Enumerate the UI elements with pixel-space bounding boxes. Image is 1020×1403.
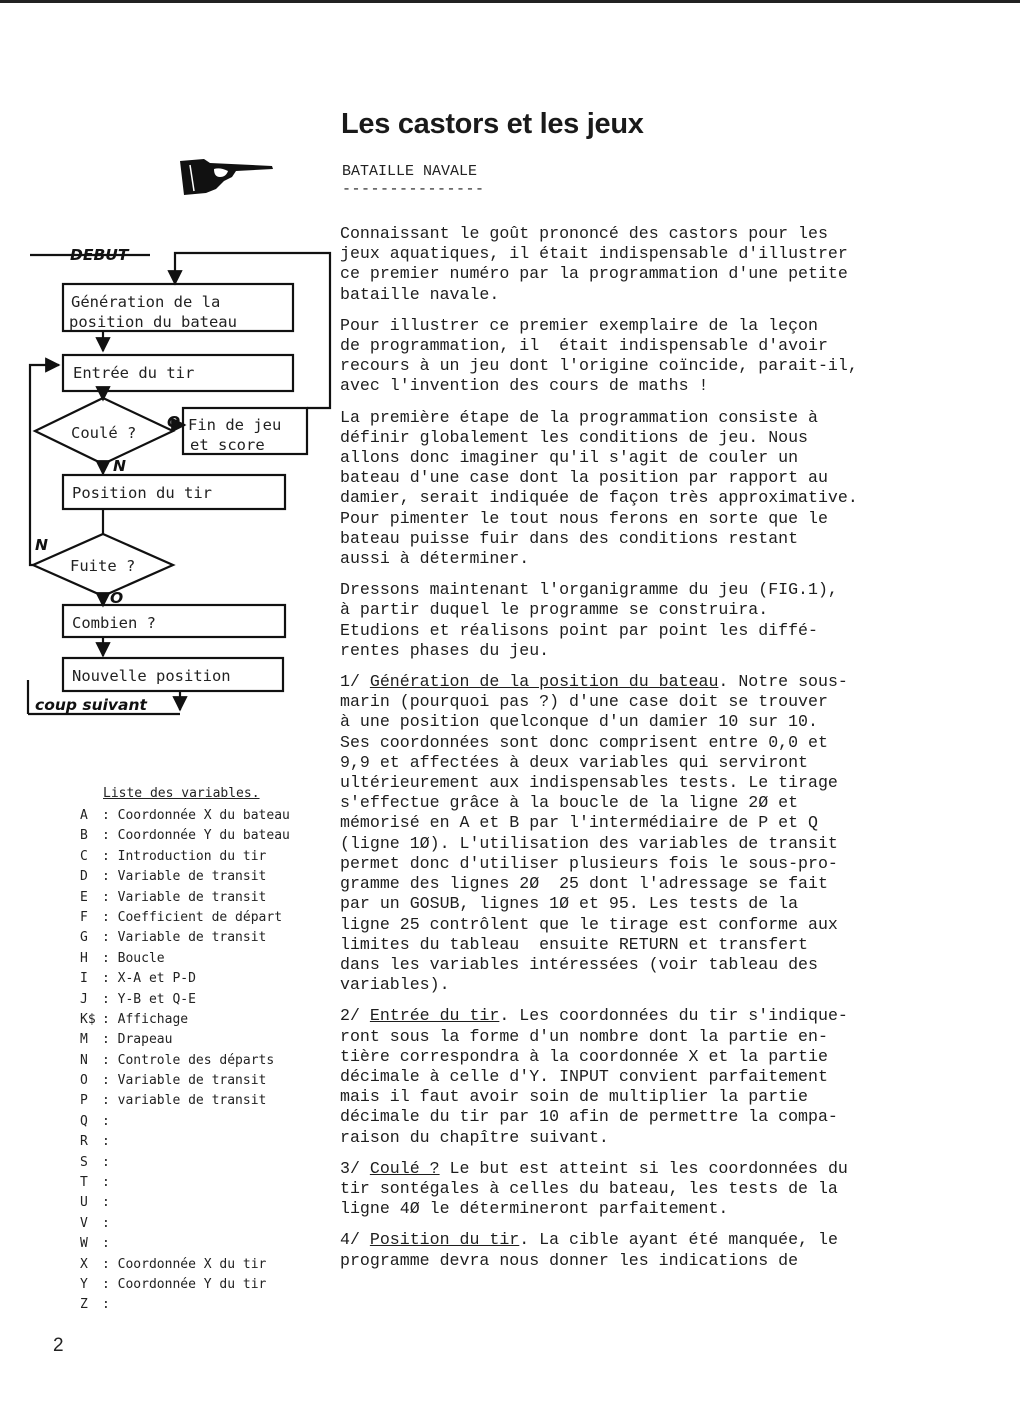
flow-fin-line1: Fin de jeu	[188, 416, 282, 434]
variable-separator: :	[102, 909, 118, 925]
variable-description: variable de transit	[117, 1093, 267, 1109]
flow-generation-line1: Génération de la	[71, 293, 221, 311]
variable-description: Variable de transit	[117, 1073, 267, 1089]
variable-separator: :	[102, 930, 118, 946]
paragraph-first-step: La première étape de la programmation consiste à définir globalement les conditions de jeu. Nous allons donc imaginer qu'il s'agit de couler un bateau d'une case dont la position par rapport au damier, serait indiquée de façon très approximative. Pour pimenter le tout nous ferons en sorte que le bateau puisse fuir dans des conditions restant aussi à déterminer.	[340, 407, 858, 569]
variable-separator: :	[102, 1113, 118, 1129]
variable-key: S	[80, 1154, 88, 1170]
variables-list	[80, 806, 290, 1316]
variable-row	[80, 1173, 290, 1193]
variable-row	[80, 969, 290, 989]
flow-position: Position du tir	[72, 484, 212, 502]
flow-entree: Entrée du tir	[73, 364, 195, 382]
variable-row	[80, 1153, 290, 1173]
variable-key: H	[80, 950, 88, 966]
variable-description: Coordonnée Y du tir	[117, 1276, 267, 1292]
variable-separator: :	[102, 848, 118, 864]
variable-key: F	[80, 909, 88, 925]
variable-description: Drapeau	[117, 1032, 173, 1048]
variable-separator: :	[102, 1276, 118, 1292]
flow-coule-no: N	[113, 457, 126, 475]
variable-row	[80, 908, 290, 928]
variable-row	[80, 1193, 290, 1213]
flow-fuite-no: N	[35, 536, 48, 554]
section-1-heading: Génération de la position du bateau	[369, 672, 719, 692]
variable-separator: :	[102, 1073, 118, 1089]
section-2-heading: Entrée du tir	[369, 1006, 500, 1026]
variable-row	[80, 928, 290, 948]
section-3-heading: Coulé ?	[369, 1158, 440, 1178]
variable-description: Variable de transit	[117, 930, 267, 946]
variable-separator: :	[102, 950, 118, 966]
variable-description: Variable de transit	[117, 869, 267, 885]
top-rule	[0, 0, 1020, 3]
flow-nouvelle: Nouvelle position	[72, 667, 231, 685]
paragraph-purpose: Pour illustrer ce premier exemplaire de la leçon de programmation, il était indispensable d'avoir recours à un jeu dont l'origine coïncide, parait-il, avec l'invention des cours de maths !	[340, 315, 858, 396]
section-3-number: 3/	[340, 1158, 370, 1178]
variable-separator: :	[102, 1154, 118, 1170]
flow-start-label: DEBUT	[70, 246, 129, 264]
variable-key: I	[80, 971, 88, 987]
variable-row	[80, 1214, 290, 1234]
page-number: 2	[53, 1335, 64, 1356]
variable-row	[80, 1132, 290, 1152]
variable-row	[80, 1010, 290, 1030]
flow-combien: Combien ?	[72, 614, 156, 632]
variable-row	[80, 1112, 290, 1132]
page-title: Les castors et les jeux	[341, 108, 644, 140]
variable-separator: :	[102, 1011, 118, 1027]
variable-separator: :	[102, 828, 118, 844]
variable-row	[80, 847, 290, 867]
variable-separator: :	[102, 1215, 118, 1231]
variable-key: X	[80, 1256, 88, 1272]
variable-separator: :	[102, 1236, 118, 1252]
variable-key: Z	[80, 1297, 88, 1313]
pointing-hand-icon	[176, 155, 276, 197]
variable-key: K$	[80, 1011, 96, 1027]
variable-key: E	[80, 889, 88, 905]
variable-key: U	[80, 1195, 88, 1211]
variable-row	[80, 1071, 290, 1091]
variable-separator: :	[102, 1032, 118, 1048]
variable-description: Coefficient de départ	[117, 909, 283, 925]
section-1-text: . Notre sous- marin (pourquoi pas ?) d'une case doit se trouver à une position quelconque d'un damier 10 sur 10. Ses coordonnées sont donc comprisent entre 0,0 et 9,9 et affectées à deux variables qui serviront ultérieurement aux indispensables tests. Le tirage s'effectue grâce à la boucle de la ligne 2Ø et mémorisé en A et B par l'intermédiaire de P et Q (ligne 1Ø). L'utilisation des variables de transit permet donc d'utiliser plusieurs fois le sous-pro- gramme des lignes 2Ø 25 dont l'adressage se fait par un GOSUB, lignes 1Ø et 95. Les tests de la ligne 25 contrôlent que le tirage est conforme aux limites du tableau ensuite RETURN et transfert dans les variables intéressées (voir tableau des variables).	[340, 672, 848, 995]
article-subtitle: BATAILLE NAVALE	[342, 163, 478, 180]
variable-description: Coordonnée Y du bateau	[117, 828, 290, 844]
flow-fuite-yes: O	[110, 589, 124, 607]
variable-separator: :	[102, 991, 118, 1007]
variable-key: T	[80, 1175, 88, 1191]
variable-row	[80, 1051, 290, 1071]
variable-row	[80, 888, 290, 908]
variable-description: X-A et P-D	[117, 971, 196, 987]
variable-description: Introduction du tir	[117, 848, 267, 864]
variable-separator: :	[102, 1195, 118, 1211]
variable-separator: :	[102, 1175, 118, 1191]
variable-row	[80, 1091, 290, 1111]
section-4-heading: Position du tir	[369, 1230, 520, 1250]
variable-description: Affichage	[117, 1011, 189, 1027]
variable-key: V	[80, 1215, 88, 1231]
subtitle-rule: ---------------	[342, 181, 485, 198]
variable-row	[80, 1275, 290, 1295]
variable-separator: :	[102, 1052, 118, 1068]
variable-key: Y	[80, 1276, 88, 1292]
variable-key: P	[80, 1093, 88, 1109]
variable-separator: :	[102, 889, 118, 905]
variable-separator: :	[102, 869, 118, 885]
variable-key: C	[80, 848, 88, 864]
variable-description: Variable de transit	[117, 889, 267, 905]
paragraph-section-1	[340, 672, 965, 995]
variable-separator: :	[102, 1256, 118, 1272]
variables-title: Liste des variables.	[103, 786, 260, 801]
variable-key: B	[80, 828, 88, 844]
variable-key: G	[80, 930, 88, 946]
variable-row	[80, 867, 290, 887]
flow-fuite: Fuite ?	[70, 557, 136, 575]
variable-description: Coordonnée X du tir	[117, 1256, 267, 1272]
variable-description: Boucle	[117, 950, 165, 966]
variable-row	[80, 1255, 290, 1275]
variable-row	[80, 1234, 290, 1254]
variable-separator: :	[102, 971, 118, 987]
variable-row	[80, 1295, 290, 1315]
variable-key: O	[80, 1073, 88, 1089]
flow-generation-line2: position du bateau	[69, 313, 237, 331]
paragraph-section-2	[340, 1006, 965, 1147]
article-body	[340, 224, 965, 1282]
variable-key: W	[80, 1236, 88, 1252]
paragraph-intro: Connaissant le goût prononcé des castors pour les jeux aquatiques, il était indispensable d'illustrer ce premier numéro par la programmation d'une petite bataille navale.	[340, 224, 848, 304]
variable-key: Q	[80, 1113, 88, 1129]
variable-key: R	[80, 1134, 88, 1150]
variable-separator: :	[102, 1093, 118, 1109]
variable-row	[80, 949, 290, 969]
flow-coule: Coulé ?	[71, 424, 137, 442]
variable-key: A	[80, 808, 88, 823]
variable-key: M	[80, 1032, 88, 1048]
flow-coule-yes: O	[167, 413, 181, 431]
variable-description: Y-B et Q-E	[117, 991, 196, 1007]
section-2-number: 2/	[340, 1006, 370, 1026]
variable-key: J	[80, 991, 88, 1007]
variable-row	[80, 1030, 290, 1050]
variable-key: D	[80, 869, 88, 885]
flowchart	[25, 240, 335, 720]
flow-coup-suivant: coup suivant	[35, 696, 147, 714]
variable-row	[80, 826, 290, 846]
variable-separator: :	[102, 1134, 118, 1150]
section-3-text: Le but est atteint si les coordonnées du tir sontégales à celles du bateau, les tests de la ligne 4Ø le détermineront parfaitement.	[340, 1158, 848, 1219]
variable-description: Coordonnée X du bateau	[117, 808, 290, 823]
section-4-number: 4/	[340, 1230, 370, 1250]
variable-separator: :	[102, 808, 118, 823]
variable-separator: :	[102, 1297, 118, 1313]
flow-fin-line2: et score	[190, 436, 265, 454]
paragraph-section-3	[340, 1159, 965, 1220]
paragraph-organigram: Dressons maintenant l'organigramme du jeu (FIG.1), à partir duquel le programme se construira. Etudions et réalisons point par point les diffé- rentes phases du jeu.	[340, 580, 838, 660]
paragraph-section-4	[340, 1230, 965, 1270]
section-2-text: . Les coordonnées du tir s'indique- ront sous la forme d'un nombre dont la partie en- tière correspondra à la coordonnée X et la partie décimale à celle d'Y. INPUT convient parfaitement mais il faut avoir soin de multiplier la partie décimale du tir par 10 afin de permettre la compa- raison du chapître suivant.	[340, 1006, 848, 1147]
section-1-number: 1/	[340, 672, 370, 692]
section-4-text: . La cible ayant été manquée, le programme devra nous donner les indications de	[340, 1230, 838, 1270]
variable-row	[80, 990, 290, 1010]
variable-key: N	[80, 1052, 88, 1068]
variable-row	[80, 806, 290, 826]
variable-description: Controle des départs	[117, 1052, 275, 1068]
